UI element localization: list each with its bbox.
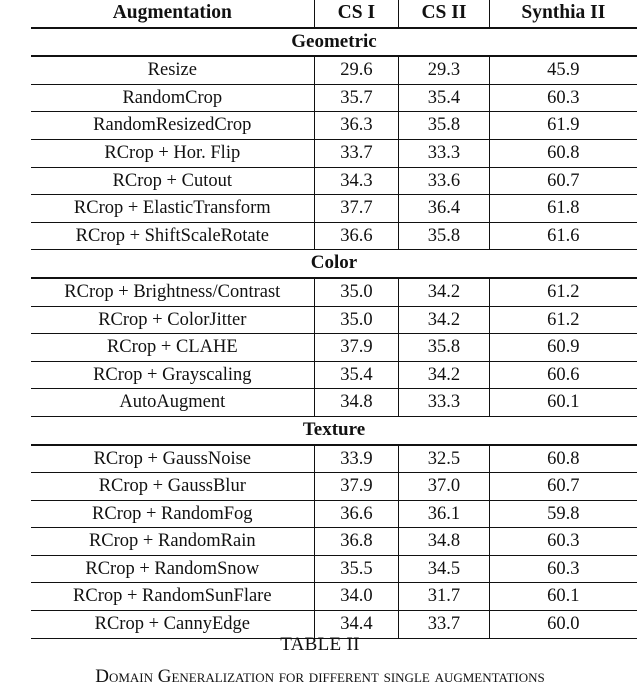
- cell-cs1: 35.0: [314, 279, 399, 306]
- cell-augmentation: RCrop + GaussBlur: [98, 476, 246, 497]
- table-row: [31, 500, 637, 528]
- cell-cs2: 35.8: [398, 334, 489, 361]
- cell-augmentation: Resize: [147, 60, 197, 81]
- cell-cs2: 34.5: [398, 556, 489, 583]
- cell-augmentation: RCrop + ElasticTransform: [73, 198, 271, 219]
- cell-cs2: 34.2: [398, 362, 489, 389]
- cell-synthia2: 60.3: [489, 528, 637, 555]
- table-row: [31, 582, 637, 610]
- table-row: [31, 111, 637, 139]
- cell-synthia2: 60.7: [489, 168, 637, 195]
- cell-synthia2: 60.3: [489, 85, 637, 112]
- cell-cs1: 33.9: [314, 446, 399, 473]
- results-table: [31, 0, 637, 639]
- cell-augmentation: RandomCrop: [122, 87, 223, 108]
- cell-cs2: 37.0: [398, 473, 489, 500]
- cell-augmentation: RCrop + Cutout: [112, 170, 232, 191]
- cell-cs1: 35.7: [314, 85, 399, 112]
- table-caption: Domain Generalization for different single augmentations: [95, 666, 545, 687]
- table-label: TABLE II: [280, 634, 360, 655]
- cell-cs2: 32.5: [398, 446, 489, 473]
- table-row: [31, 194, 637, 222]
- table-row: [31, 139, 637, 167]
- cell-augmentation: RCrop + Hor. Flip: [104, 142, 241, 163]
- cell-cs1: 35.0: [314, 307, 399, 334]
- cell-cs2: 35.4: [398, 85, 489, 112]
- cell-synthia2: 60.1: [489, 389, 637, 416]
- table-row: [31, 527, 637, 555]
- cell-synthia2: 60.9: [489, 334, 637, 361]
- cell-augmentation: AutoAugment: [119, 392, 226, 413]
- cell-cs2: 33.6: [398, 168, 489, 195]
- cell-synthia2: 60.6: [489, 362, 637, 389]
- cell-augmentation: RCrop + ColorJitter: [98, 309, 247, 330]
- cell-cs1: 35.4: [314, 362, 399, 389]
- cell-synthia2: 60.7: [489, 473, 637, 500]
- cell-synthia2: 61.9: [489, 112, 637, 139]
- section-title-color: Color: [310, 252, 358, 274]
- table-row: [31, 306, 637, 334]
- table-row: [31, 472, 637, 500]
- table-row: [31, 279, 637, 306]
- cell-cs1: 37.7: [314, 195, 399, 222]
- header-augmentation: Augmentation: [112, 2, 232, 23]
- cell-cs2: 35.8: [398, 112, 489, 139]
- table-header-row: [31, 0, 637, 27]
- cell-synthia2: 61.2: [489, 279, 637, 306]
- cell-augmentation: RCrop + RandomFog: [92, 503, 253, 524]
- cell-cs2: 36.4: [398, 195, 489, 222]
- table-body: [31, 29, 637, 639]
- cell-augmentation: RCrop + GaussNoise: [93, 448, 251, 469]
- cell-cs2: 33.7: [398, 611, 489, 638]
- cell-synthia2: 61.8: [489, 195, 637, 222]
- cell-cs2: 36.1: [398, 501, 489, 528]
- cell-synthia2: 61.2: [489, 307, 637, 334]
- cell-augmentation: RCrop + CannyEdge: [94, 614, 250, 635]
- cell-cs1: 35.5: [314, 556, 399, 583]
- table-row: [31, 446, 637, 473]
- cell-synthia2: 61.6: [489, 223, 637, 250]
- cell-cs1: 36.6: [314, 501, 399, 528]
- table-row: [31, 361, 637, 389]
- cell-cs1: 34.8: [314, 389, 399, 416]
- cell-cs1: 33.7: [314, 140, 399, 167]
- header-cs1: CS I: [314, 0, 399, 27]
- cell-augmentation: RCrop + CLAHE: [106, 337, 238, 358]
- table-row: [31, 333, 637, 361]
- cell-cs2: 34.8: [398, 528, 489, 555]
- header-cs2: CS II: [398, 0, 489, 27]
- cell-cs2: 34.2: [398, 279, 489, 306]
- section-title-geometric: Geometric: [291, 30, 377, 52]
- cell-cs2: 35.8: [398, 223, 489, 250]
- cell-synthia2: 60.3: [489, 556, 637, 583]
- cell-cs1: 36.3: [314, 112, 399, 139]
- cell-cs1: 36.6: [314, 223, 399, 250]
- cell-cs2: 34.2: [398, 307, 489, 334]
- table-row: [31, 167, 637, 195]
- cell-cs1: 34.3: [314, 168, 399, 195]
- cell-augmentation: RandomResizedCrop: [93, 115, 252, 136]
- cell-synthia2: 45.9: [489, 57, 637, 84]
- cell-cs2: 31.7: [398, 583, 489, 610]
- cell-augmentation: RCrop + Grayscaling: [93, 364, 252, 385]
- table-row: [31, 388, 637, 416]
- cell-cs1: 29.6: [314, 57, 399, 84]
- cell-augmentation: RCrop + ShiftScaleRotate: [75, 225, 269, 246]
- cell-augmentation: RCrop + RandomSunFlare: [73, 586, 272, 607]
- cell-augmentation: RCrop + RandomRain: [88, 531, 256, 552]
- header-synthia2: Synthia II: [489, 0, 637, 27]
- cell-cs2: 33.3: [398, 389, 489, 416]
- table-row: [31, 222, 637, 250]
- table-row: [31, 84, 637, 112]
- table-row: [31, 555, 637, 583]
- cell-synthia2: 60.8: [489, 140, 637, 167]
- table-row: [31, 57, 637, 84]
- cell-augmentation: RCrop + RandomSnow: [85, 558, 260, 579]
- cell-cs1: 34.0: [314, 583, 399, 610]
- cell-synthia2: 60.0: [489, 611, 637, 638]
- cell-cs1: 36.8: [314, 528, 399, 555]
- cell-augmentation: RCrop + Brightness/Contrast: [64, 281, 281, 302]
- cell-synthia2: 60.1: [489, 583, 637, 610]
- cell-cs1: 34.4: [314, 611, 399, 638]
- cell-cs2: 33.3: [398, 140, 489, 167]
- cell-synthia2: 60.8: [489, 446, 637, 473]
- section-title-texture: Texture: [302, 418, 366, 440]
- cell-synthia2: 59.8: [489, 501, 637, 528]
- cell-cs2: 29.3: [398, 57, 489, 84]
- cell-cs1: 37.9: [314, 334, 399, 361]
- cell-cs1: 37.9: [314, 473, 399, 500]
